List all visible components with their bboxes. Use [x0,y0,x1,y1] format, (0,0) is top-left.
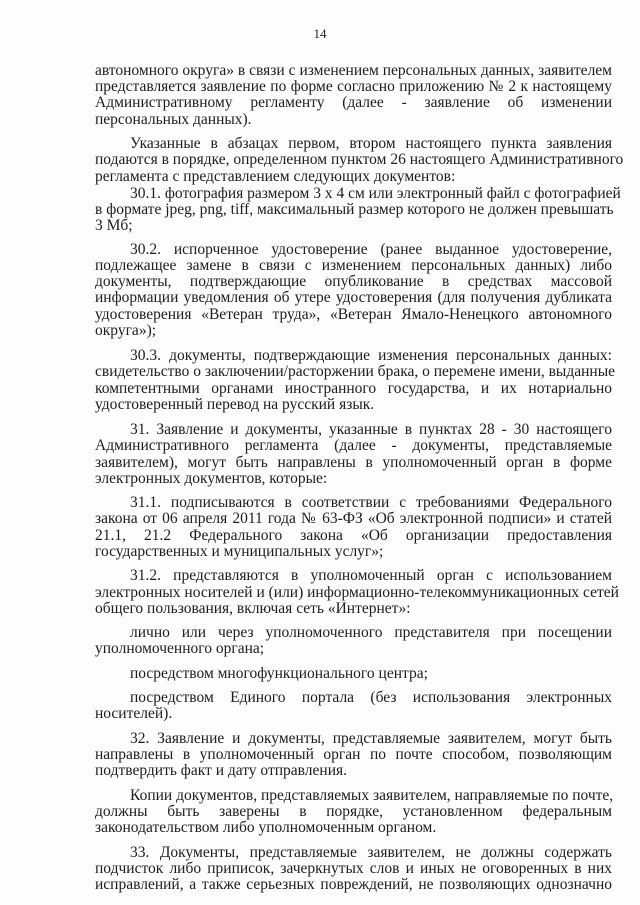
text-line: 30.2. испорченное удостоверение (ранее выданное удостоверение, [130,241,612,258]
text-line: законодательством либо уполномоченным органом. [95,819,437,836]
text-line: подлежащее замене в связи с изменением персональных данных) либо [95,257,612,274]
text-line: компетентными органами иностранного государства, и их нотариально [95,380,612,397]
text-line: информации уведомления об утере удостоверения (для получения дубликата [95,289,612,306]
text-line: регламента с представлением следующих документов: [95,168,456,185]
text-line: округа»); [95,322,157,339]
text-line: 21.1, 21.2 Федерального закона «Об организации предоставления [95,527,612,544]
text-line: Административного регламента (далее - документы, представляемые [95,437,612,454]
text-line: исправлений, а также серьезных повреждений, не позволяющих однозначно [95,876,612,893]
text-line: 31.2. представляются в уполномоченный орган с использованием [130,567,612,584]
text-line: заявителем), могут быть направлены в уполномоченный орган в форме [95,454,612,471]
text-line: государственных и муниципальных услуг»; [95,543,384,560]
text-line: персональных данных). [95,111,252,128]
text-line: 31. Заявление и документы, указанные в пунктах 28 - 30 настоящего [130,421,612,438]
page-number: 14 [313,26,327,41]
text-line: 30.1. фотография размером 3 х 4 см или электронный файл с фотографией [130,185,621,202]
text-line: должны быть заверены в порядке, установленном федеральным [95,803,612,820]
text-line: свидетельство о заключении/расторжении брака, о перемене имени, выданные [95,363,615,380]
text-line: лично или через уполномоченного представителя при посещении [130,624,612,641]
text-line: посредством многофункционального центра; [130,665,428,682]
text-line: подтвердить факт и дату отправления. [95,762,348,779]
text-line: электронных носителей и (или) информационно-телекоммуникационных сетей [95,584,619,601]
text-line: представляется заявление по форме согласно приложению № 2 к настоящему [95,78,612,95]
text-line: 32. Заявление и документы, представляемые заявителем, могут быть [130,730,612,747]
text-line: удостоверенный перевод на русский язык. [95,396,375,413]
text-line: направлены в уполномоченный орган по почте способом, позволяющим [95,746,612,763]
text-line: автономного округа» в связи с изменением персональных данных, заявителем [95,62,612,79]
text-line: Копии документов, представляемых заявителем, направляемые по почте, [130,787,614,804]
text-line: электронных документов, которые: [95,470,328,487]
text-line: 33. Документы, представляемые заявителем, не должны содержать [130,844,612,861]
text-line: 3 Мб; [95,217,133,234]
text-line: в формате jpeg, png, tiff, максимальный размер которого не должен превышать [95,201,614,218]
text-line: уполномоченного органа; [95,640,265,657]
text-line: общего пользования, включая сеть «Интернет»: [95,600,411,617]
text-line: посредством Единого портала (без использования электронных [130,689,612,706]
text-line: подчисток либо приписок, зачеркнутых слов и иных не оговоренных в них [95,860,612,877]
text-line: подаются в порядке, определенном пунктом 26 настоящего Административного [95,151,624,168]
text-line: Административному регламенту (далее - заявление об изменении [95,94,612,111]
text-line: удостоверения «Ветеран труда», «Ветеран Ямало-Ненецкого автономного [95,306,612,323]
text-line: 30.3. документы, подтверждающие изменения персональных данных: [130,347,612,364]
text-line: документы, подтверждающие опубликование в средствах массовой [95,273,612,290]
text-line: Указанные в абзацах первом, втором настоящего пункта заявления [130,135,612,152]
text-line: 31.1. подписываются в соответствии с требованиями Федерального [130,494,612,511]
text-line: закона от 06 апреля 2011 года № 63-ФЗ «Об электронной подписи» и статей [95,510,612,527]
text-line: носителей). [95,705,173,722]
